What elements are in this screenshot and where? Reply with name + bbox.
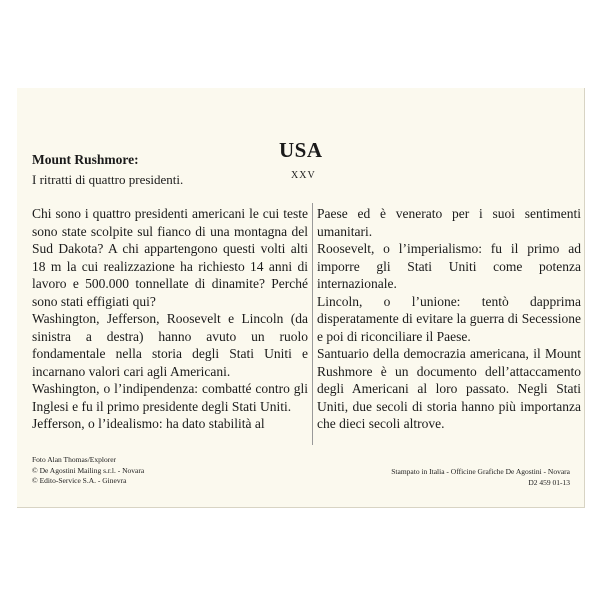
- photo-credits: [32, 455, 144, 487]
- paragraph: Washington, Jefferson, Roosevelt e Lincoln (da sinistra a destra) hanno avuto un ruolo fondamentale nella storia degli Stati Uniti e incarnano valori cari agli Americani.: [32, 311, 308, 379]
- paragraph: Santuario della democrazia americana, il Mount Rushmore è un documento dell’attaccamento degli Americani al loro passato. Negli Stati Uniti, due secoli di storia hanno più importanza che dieci secoli altrove.: [317, 346, 581, 431]
- subject-title: Mount Rushmore:: [32, 152, 139, 167]
- right-text-column: [317, 205, 581, 433]
- credit-line: © De Agostini Mailing s.r.l. - Novara: [32, 465, 145, 475]
- paragraph: Chi sono i quattro presidenti americani le cui teste sono state scolpite sul fianco di una montagna del Sud Dakota? A chi appartengono questi volti alti 18 m la cui realizzazione ha richiesto 14 anni di lavoro e 500.000 tonnellate di dinamite? Perché sono stati effigiati qui?: [32, 206, 308, 309]
- left-text-column: [32, 205, 308, 433]
- credit-line: Foto Alan Thomas/Explorer: [32, 455, 117, 464]
- subject-subtitle: I ritratti di quattro presidenti.: [32, 172, 184, 187]
- paragraph: Paese ed è venerato per i suoi sentimenti umanitari.: [317, 206, 581, 239]
- print-info: [391, 467, 570, 488]
- country-title: USA: [279, 138, 323, 162]
- credit-line: © Edito-Service S.A. - Ginevra: [32, 476, 127, 485]
- paragraph: Washington, o l’indipendenza: combatté contro gli Inglesi e fu il primo presidente degli Stati Uniti.: [32, 381, 308, 414]
- paragraph: Lincoln, o l’unione: tentò dapprima disperatamente di evitare la guerra di Secessione e poi di riconciliare il Paese.: [317, 293, 581, 344]
- paragraph: Jefferson, o l’idealismo: ha dato stabilità al: [32, 416, 265, 431]
- info-card: [17, 88, 585, 508]
- card-code: D2 459 01-13: [528, 477, 570, 487]
- column-divider: [312, 203, 313, 445]
- paragraph: Roosevelt, o l’imperialismo: fu il primo ad imporre gli Stati Uniti come potenza internazionale.: [317, 241, 581, 291]
- card-number: XXV: [291, 170, 316, 181]
- printer-line: Stampato in Italia - Officine Grafiche De Agostini - Novara: [391, 467, 570, 476]
